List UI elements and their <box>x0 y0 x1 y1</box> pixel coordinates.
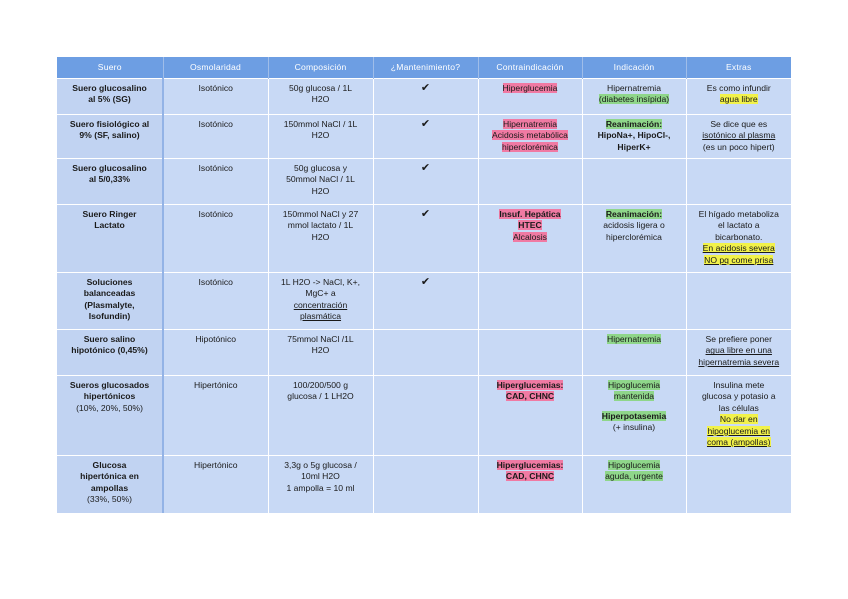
cell-extras: Se prefiere poner agua libre en una hipernatremia severa <box>686 330 791 376</box>
cell-extras: Es como infundir agua libre <box>686 79 791 115</box>
cell-composicion: 150mmol NaCl y 27 mmol lactato / 1L H2O <box>268 205 373 273</box>
cell-mantenimiento <box>373 456 478 513</box>
cell-indicacion <box>582 159 686 205</box>
cell-composicion: 100/200/500 g glucosa / 1 LH2O <box>268 376 373 456</box>
check-icon: ✔ <box>420 208 431 220</box>
cell-mantenimiento <box>373 330 478 376</box>
cell-extras: El hígado metaboliza el lactato a bicarbonato. En acidosis severa NO pq come prisa <box>686 205 791 273</box>
check-icon: ✔ <box>420 118 431 130</box>
cell-contraindicacion: Hiperglucemias: CAD, CHNC <box>478 456 582 513</box>
cell-mantenimiento <box>373 79 478 115</box>
table-row <box>57 330 791 376</box>
col-header-osmolaridad: Osmolaridad <box>163 57 268 79</box>
cell-indicacion: Reanimación: HipoNa+, HipoCl-, HiperK+ <box>582 115 686 159</box>
cell-contraindicacion: Hiperglucemias: CAD, CHNC <box>478 376 582 456</box>
cell-osmolaridad: Isotónico <box>163 79 268 115</box>
cell-contraindicacion <box>478 159 582 205</box>
table-row <box>57 159 791 205</box>
check-icon: ✔ <box>420 162 431 174</box>
col-header-suero: Suero <box>57 57 163 79</box>
table-header-row <box>57 57 791 79</box>
cell-contraindicacion <box>478 273 582 330</box>
cell-extras <box>686 456 791 513</box>
cell-contraindicacion <box>478 330 582 376</box>
cell-mantenimiento <box>373 159 478 205</box>
cell-indicacion <box>582 273 686 330</box>
cell-suero: Soluciones balanceadas (Plasmalyte, Isofundin) <box>57 273 163 330</box>
table-row <box>57 205 791 273</box>
col-header-extras: Extras <box>686 57 791 79</box>
cell-composicion: 3,3g o 5g glucosa / 10ml H2O 1 ampolla = 10 ml <box>268 456 373 513</box>
table-row <box>57 115 791 159</box>
cell-composicion: 50g glucosa / 1L H2O <box>268 79 373 115</box>
col-header-composicion: Composición <box>268 57 373 79</box>
cell-composicion: 75mmol NaCl /1L H2O <box>268 330 373 376</box>
cell-indicacion: Hipernatremia (diabetes insípida) <box>582 79 686 115</box>
cell-suero: Suero salino hipotónico (0,45%) <box>57 330 163 376</box>
cell-suero: Sueros glucosados hipertónicos (10%, 20%, 50%) <box>57 376 163 456</box>
col-header-indicacion: Indicación <box>582 57 686 79</box>
cell-indicacion: Hipoglucemia aguda, urgente <box>582 456 686 513</box>
table-row <box>57 456 791 513</box>
table-row <box>57 273 791 330</box>
cell-extras <box>686 273 791 330</box>
cell-indicacion: Reanimación: acidosis ligera o hiperclorémica <box>582 205 686 273</box>
cell-extras <box>686 159 791 205</box>
cell-composicion: 1L H2O -> NaCl, K+, MgC+ a concentración plasmática <box>268 273 373 330</box>
cell-suero: Suero glucosalino al 5/0,33% <box>57 159 163 205</box>
cell-contraindicacion: Hipernatremia Acidosis metabólica hiperclorémica <box>478 115 582 159</box>
cell-osmolaridad: Hipertónico <box>163 456 268 513</box>
sueros-table <box>57 57 791 513</box>
cell-osmolaridad: Hipertónico <box>163 376 268 456</box>
cell-contraindicacion: Insuf. Hepática HTEC Alcalosis <box>478 205 582 273</box>
cell-extras: Se dice que es isotónico al plasma (es un poco hipert) <box>686 115 791 159</box>
cell-contraindicacion: Hiperglucemia <box>478 79 582 115</box>
cell-suero: Glucosa hipertónica en ampollas (33%, 50%) <box>57 456 163 513</box>
cell-osmolaridad: Isotónico <box>163 205 268 273</box>
cell-extras: Insulina mete glucosa y potasio a las células No dar en hipoglucemia en coma (ampollas) <box>686 376 791 456</box>
cell-osmolaridad: Isotónico <box>163 159 268 205</box>
cell-mantenimiento <box>373 115 478 159</box>
cell-suero: Suero fisiológico al 9% (SF, salino) <box>57 115 163 159</box>
check-icon: ✔ <box>420 276 431 288</box>
table-row <box>57 376 791 456</box>
cell-suero: Suero glucosalino al 5% (SG) <box>57 79 163 115</box>
cell-mantenimiento <box>373 376 478 456</box>
cell-indicacion: Hipernatremia <box>582 330 686 376</box>
cell-composicion: 50g glucosa y 50mmol NaCl / 1L H2O <box>268 159 373 205</box>
cell-suero: Suero Ringer Lactato <box>57 205 163 273</box>
cell-osmolaridad: Isotónico <box>163 115 268 159</box>
table-row <box>57 79 791 115</box>
cell-mantenimiento <box>373 273 478 330</box>
cell-composicion: 150mmol NaCl / 1L H2O <box>268 115 373 159</box>
cell-indicacion: Hipoglucemia mantenida Hiperpotasemia (+ insulina) <box>582 376 686 456</box>
cell-osmolaridad: Hipotónico <box>163 330 268 376</box>
cell-mantenimiento <box>373 205 478 273</box>
cell-osmolaridad: Isotónico <box>163 273 268 330</box>
col-header-mantenimiento: ¿Mantenimiento? <box>373 57 478 79</box>
check-icon: ✔ <box>420 82 431 94</box>
col-header-contraindicacion: Contraindicación <box>478 57 582 79</box>
